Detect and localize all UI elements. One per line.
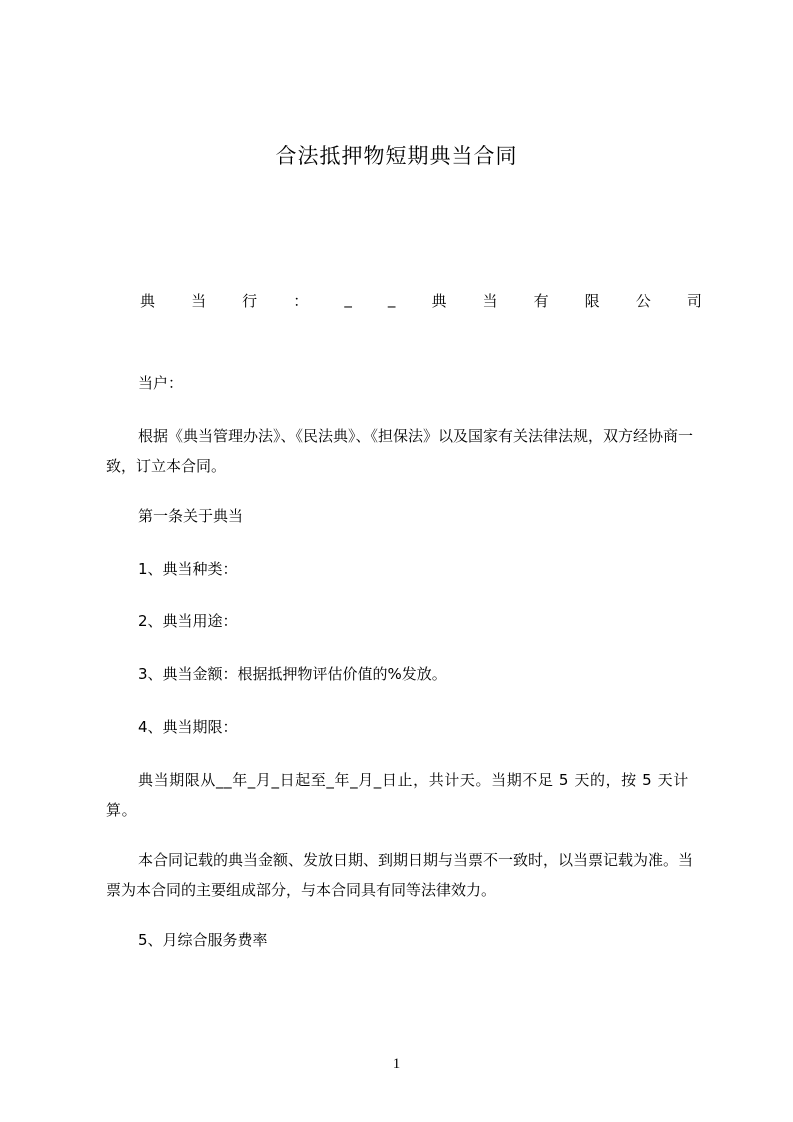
pawnshop-char: 司 [686, 292, 702, 310]
ticket-paragraph: 本合同记载的典当金额、发放日期、到期日期与当票不一致时，以当票记载为准。当票为本合同的主要组成部分，与本合同具有同等法律效力。 [106, 851, 694, 899]
document-title: 合法抵押物短期典当合同 [275, 144, 518, 168]
pawnshop-char: 当 [482, 292, 498, 310]
clause-item: 5、月综合服务费率 [138, 931, 268, 949]
pawnshop-line [140, 290, 702, 311]
pawnshop-char: _ [344, 290, 352, 308]
clause-item: 4、典当期限： [138, 718, 238, 736]
clause-item: 3、典当金额：根据抵押物评估价值的%发放。 [138, 665, 447, 683]
pawner-line: 当户： [138, 374, 184, 392]
pawnshop-char: 典 [140, 292, 156, 310]
preamble-paragraph: 根据《典当管理办法》、《民法典》、《担保法》以及国家有关法律法规，双方经协商一致，订立本合同。 [106, 427, 694, 475]
article-heading: 第一条关于典当 [138, 507, 244, 525]
pawnshop-char: 公 [635, 292, 651, 310]
pawnshop-char: 行 [242, 292, 258, 310]
pawnshop-char: 当 [191, 292, 207, 310]
page-number: 1 [392, 1056, 401, 1072]
pawnshop-char: ： [293, 292, 309, 310]
clause-item: 2、典当用途： [138, 612, 238, 630]
pawnshop-char: 有 [533, 292, 549, 310]
pawnshop-char: 典 [431, 292, 447, 310]
pawnshop-char: _ [387, 290, 396, 308]
pawnshop-char: 限 [584, 292, 600, 310]
clause-item: 1、典当种类： [138, 560, 238, 578]
term-paragraph: 典当期限从__年_月_日起至_年_月_日止，共计天。当期不足 5 天的，按 5 天计算。 [106, 771, 689, 819]
